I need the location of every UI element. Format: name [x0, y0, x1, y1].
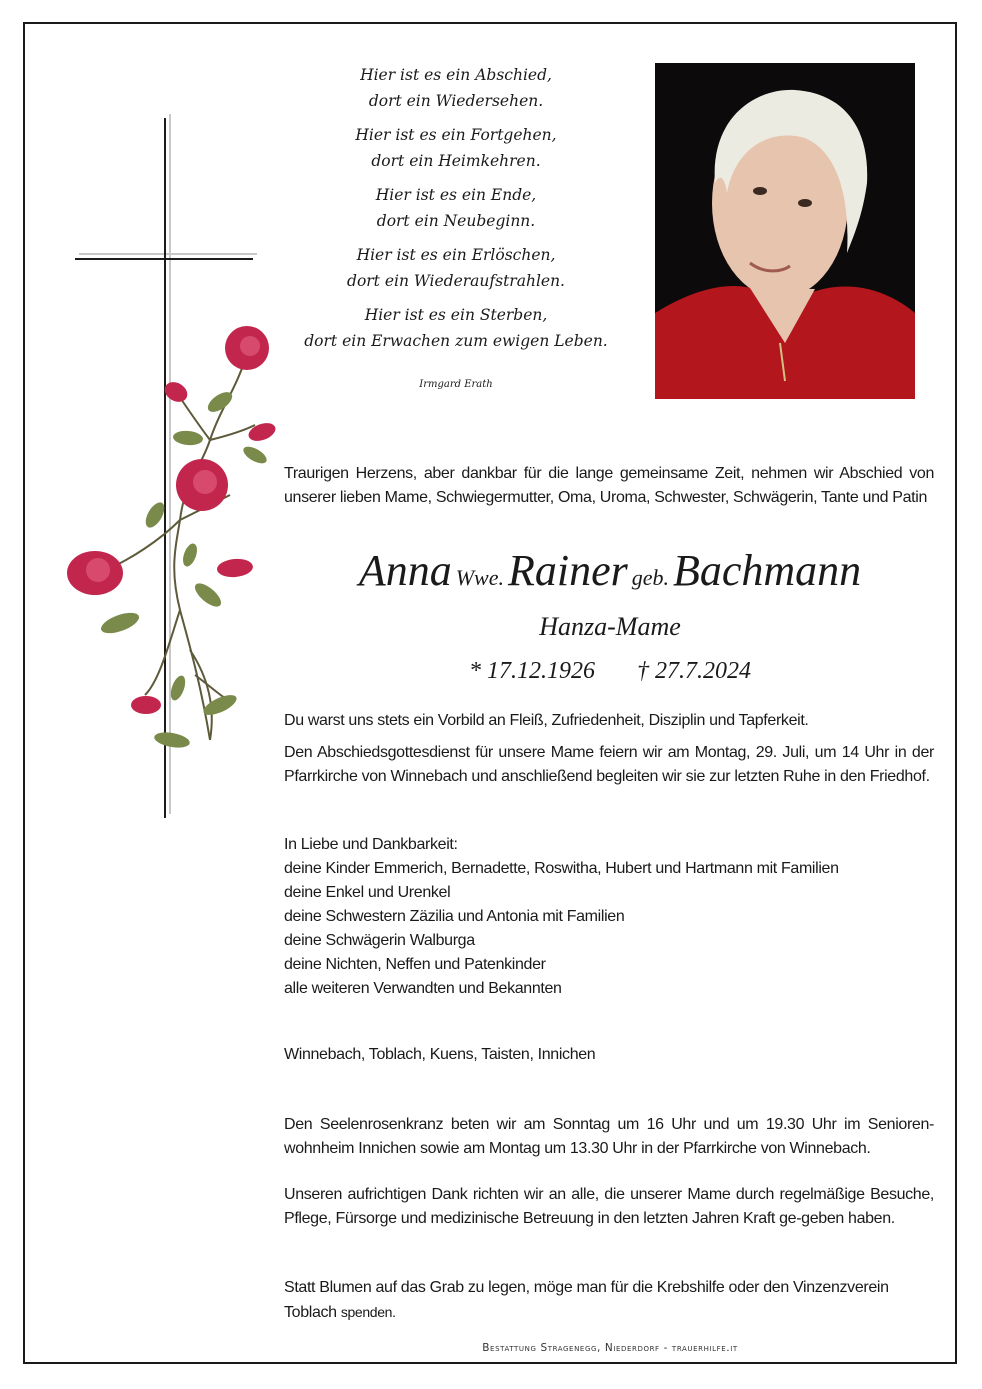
mourner-line: deine Schwägerin Walburga	[284, 932, 475, 949]
portrait-photo	[655, 63, 915, 399]
first-name: Anna	[358, 546, 452, 595]
widow-label: Wwe.	[455, 565, 504, 590]
mourners-heading: In Liebe und Dankbarkeit:	[284, 836, 458, 853]
tribute-text: Du warst uns stets ein Vorbild an Fleiß, Zufriedenheit, Disziplin und Tapferkeit.	[284, 712, 809, 729]
poem-stanza: Hier ist es ein Abschied, dort ein Wiedersehen.	[360, 66, 552, 110]
mourner-line: deine Schwestern Zäzilia und Antonia mit Familien	[284, 908, 625, 925]
mourner-line: deine Nichten, Neffen und Patenkinder	[284, 956, 546, 973]
donation-tail: Toblach spenden.	[284, 1304, 396, 1321]
intro-text: Traurigen Herzens, aber dankbar für die lange gemeinsame Zeit, nehmen wir Abschied von unserer lieben Mame, Schwiegermutter, Oma, Uroma, Schwester, Schwägerin, Tante und Patin	[284, 465, 934, 506]
poem-author: Irmgard Erath	[419, 379, 493, 390]
nickname: Hanza-Mame	[539, 612, 681, 641]
poem-stanza: Hier ist es ein Ende, dort ein Neubeginn.	[375, 186, 537, 230]
donation-text	[284, 1276, 934, 1325]
portrait-image	[655, 63, 915, 399]
poem-stanza: Hier ist es ein Sterben, dort ein Erwachen zum ewigen Leben.	[304, 306, 608, 350]
mourner-line: deine Enkel und Urenkel	[284, 884, 451, 901]
mourner-line: deine Kinder Emmerich, Bernadette, Roswitha, Hubert und Hartmann mit Familien	[284, 860, 839, 877]
mourner-line: alle weiteren Verwandten und Bekannten	[284, 980, 562, 997]
footer-credit: Bestattung Stragenegg, Niederdorf - trauerhilfe.it	[482, 1342, 738, 1354]
birth-date: * 17.12.1926	[469, 658, 595, 684]
deceased-name	[300, 545, 920, 596]
poem	[300, 62, 612, 398]
born-label: geb.	[631, 565, 669, 590]
cross-icon-shadow-horizontal	[79, 253, 257, 255]
donation-main: Statt Blumen auf das Grab zu legen, möge man für die Krebshilfe oder den Vinzenzverein	[284, 1279, 889, 1296]
funeral-text: Den Abschiedsgottesdienst für unsere Mame feiern wir am Montag, 29. Juli, um 14 Uhr in der Pfarrkirche von Winnebach und anschließend begleiten wir sie zur letzten Ruhe in den Friedhof.	[284, 744, 934, 785]
poem-stanza: Hier ist es ein Erlöschen, dort ein Wiederaufstrahlen.	[347, 246, 565, 290]
death-date: † 27.7.2024	[637, 658, 751, 684]
thanks-text: Unseren aufrichtigen Dank richten wir an alle, die unserer Mame durch regelmäßige Besuche, Pflege, Fürsorge und medizinische Betreuung in den letzten Jahren Kraft ge-geben haben.	[284, 1186, 934, 1227]
married-name: Rainer	[507, 546, 628, 595]
roses-icon	[60, 320, 290, 760]
maiden-name: Bachmann	[673, 546, 862, 595]
rosary-text: Den Seelenrosenkranz beten wir am Sonntag um 16 Uhr und um 19.30 Uhr im Senioren-wohnheim Innichen sowie am Montag um 13.30 Uhr in der Pfarrkirche von Winnebach.	[284, 1116, 934, 1157]
places-text: Winnebach, Toblach, Kuens, Taisten, Innichen	[284, 1046, 596, 1063]
cross-icon-horizontal	[75, 258, 253, 260]
life-dates	[300, 658, 920, 685]
mourners-list	[284, 833, 934, 1001]
poem-stanza: Hier ist es ein Fortgehen, dort ein Heimkehren.	[355, 126, 557, 170]
